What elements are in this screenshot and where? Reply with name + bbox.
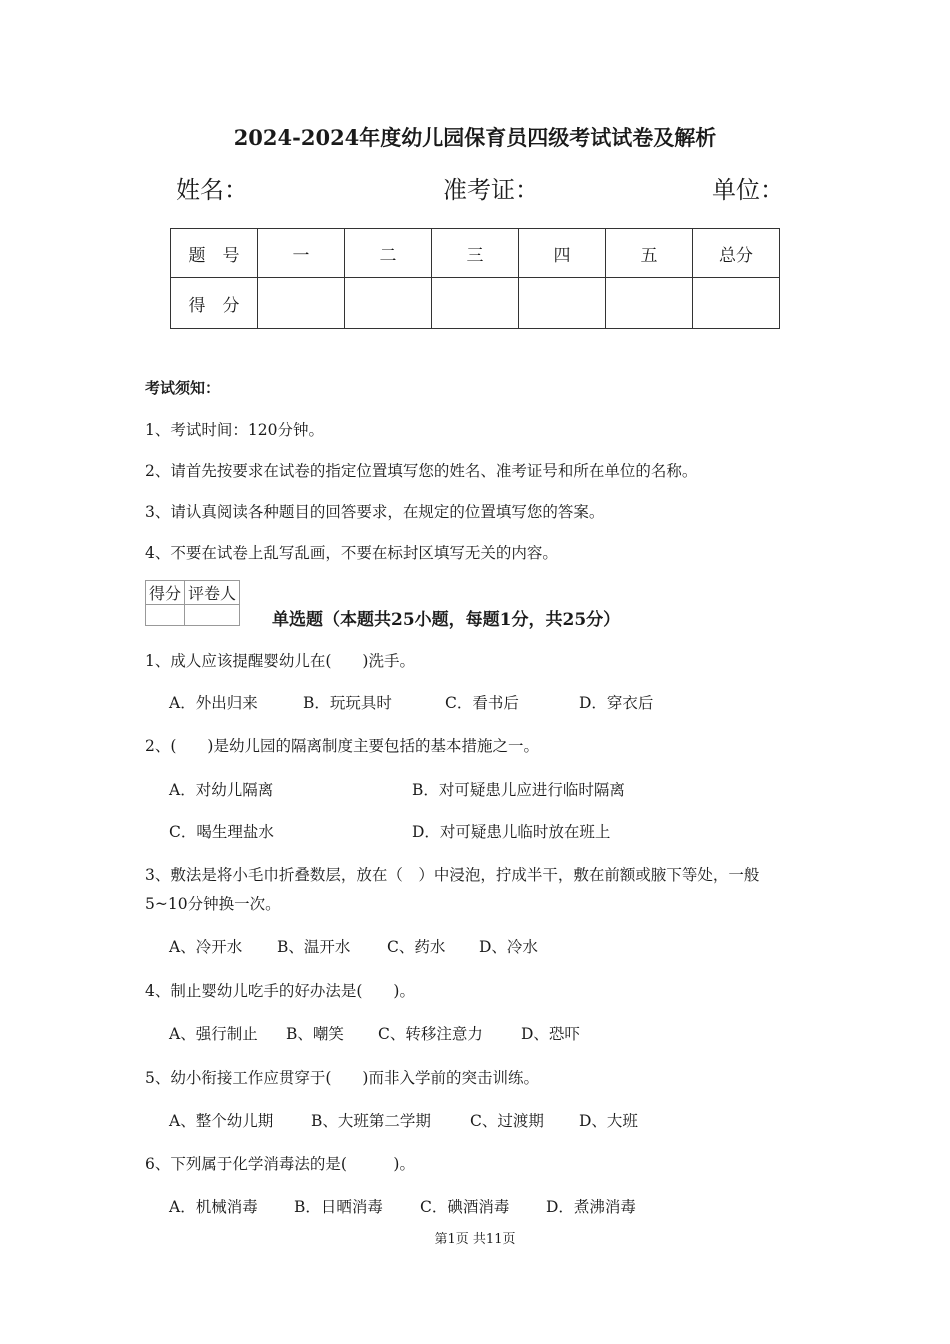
score-table-header-row — [171, 229, 780, 278]
option: A、强行制止 — [169, 1025, 258, 1043]
option: D、大班 — [579, 1112, 638, 1130]
exam-id-field-label: 准考证： — [443, 176, 539, 204]
question-stem-continued: 5~10分钟换一次。 — [145, 895, 281, 913]
notice-heading: 考试须知： — [145, 379, 221, 397]
grader-box-grader-cell — [185, 605, 240, 626]
score-table-header-cell: 五 — [606, 229, 693, 278]
option: D、冷水 — [479, 938, 538, 956]
option: D、恐吓 — [521, 1025, 580, 1043]
score-cell — [693, 278, 780, 329]
grader-box-grader-label: 评卷人 — [185, 581, 240, 605]
option: A．机械消毒 — [169, 1198, 258, 1216]
option: D．穿衣后 — [579, 694, 654, 712]
option: D．对可疑患儿临时放在班上 — [412, 823, 611, 841]
option: B、大班第二学期 — [311, 1112, 431, 1130]
option: C．碘酒消毒 — [420, 1198, 510, 1216]
option: A、整个幼儿期 — [169, 1112, 274, 1130]
score-table-score-row — [171, 278, 780, 329]
score-table-header-cell: 二 — [345, 229, 432, 278]
score-table-header-cell: 总分 — [693, 229, 780, 278]
score-table-header-cell: 三 — [432, 229, 519, 278]
notice-item: 3、请认真阅读各种题目的回答要求，在规定的位置填写您的答案。 — [145, 503, 605, 521]
notice-item: 4、不要在试卷上乱写乱画，不要在标封区填写无关的内容。 — [145, 544, 558, 562]
document-title: 2024-2024年度幼儿园保育员四级考试试卷及解析 — [233, 125, 717, 150]
unit-field-label: 单位： — [712, 176, 784, 204]
grader-box-score-cell — [146, 605, 185, 626]
notice-item: 1、考试时间：120分钟。 — [145, 421, 324, 439]
score-cell — [606, 278, 693, 329]
score-table-row-label: 得 分 — [171, 278, 258, 329]
score-table-header-cell: 题 号 — [171, 229, 258, 278]
page-number: 第1页 共11页 — [434, 1232, 516, 1247]
option: C、药水 — [387, 938, 446, 956]
score-cell — [432, 278, 519, 329]
grader-box — [145, 580, 240, 626]
option: A、冷开水 — [169, 938, 243, 956]
question-stem: 2、( )是幼儿园的隔离制度主要包括的基本措施之一。 — [145, 737, 539, 755]
score-cell — [519, 278, 606, 329]
grader-box-score-label: 得分 — [146, 581, 185, 605]
option: B．玩玩具时 — [303, 694, 392, 712]
question-stem: 3、敷法是将小毛巾折叠数层，放在（ ）中浸泡，拧成半干，敷在前额或腋下等处，一般 — [145, 866, 760, 884]
option: B．日晒消毒 — [294, 1198, 383, 1216]
score-cell — [258, 278, 345, 329]
question-stem: 5、幼小衔接工作应贯穿于( )而非入学前的突击训练。 — [145, 1069, 539, 1087]
option: B、嘲笑 — [286, 1025, 344, 1043]
option: D．煮沸消毒 — [546, 1198, 636, 1216]
section-heading: 单选题（本题共25小题，每题1分，共25分） — [272, 610, 621, 630]
score-table — [170, 228, 780, 329]
option: C．看书后 — [445, 694, 519, 712]
option: C．喝生理盐水 — [169, 823, 274, 841]
option: B、温开水 — [277, 938, 351, 956]
option: B．对可疑患儿应进行临时隔离 — [412, 781, 625, 799]
notice-item: 2、请首先按要求在试卷的指定位置填写您的姓名、准考证号和所在单位的名称。 — [145, 462, 698, 480]
score-table-header-cell: 一 — [258, 229, 345, 278]
name-field-label: 姓名： — [176, 176, 248, 204]
score-cell — [345, 278, 432, 329]
question-stem: 4、制止婴幼儿吃手的好办法是( )。 — [145, 982, 415, 1000]
option: C、转移注意力 — [378, 1025, 483, 1043]
score-table-header-cell: 四 — [519, 229, 606, 278]
question-stem: 6、下列属于化学消毒法的是( )。 — [145, 1155, 415, 1173]
option: C、过渡期 — [470, 1112, 544, 1130]
option: A．外出归来 — [169, 694, 258, 712]
option: A．对幼儿隔离 — [169, 781, 274, 799]
question-stem: 1、成人应该提醒婴幼儿在( )洗手。 — [145, 652, 415, 670]
